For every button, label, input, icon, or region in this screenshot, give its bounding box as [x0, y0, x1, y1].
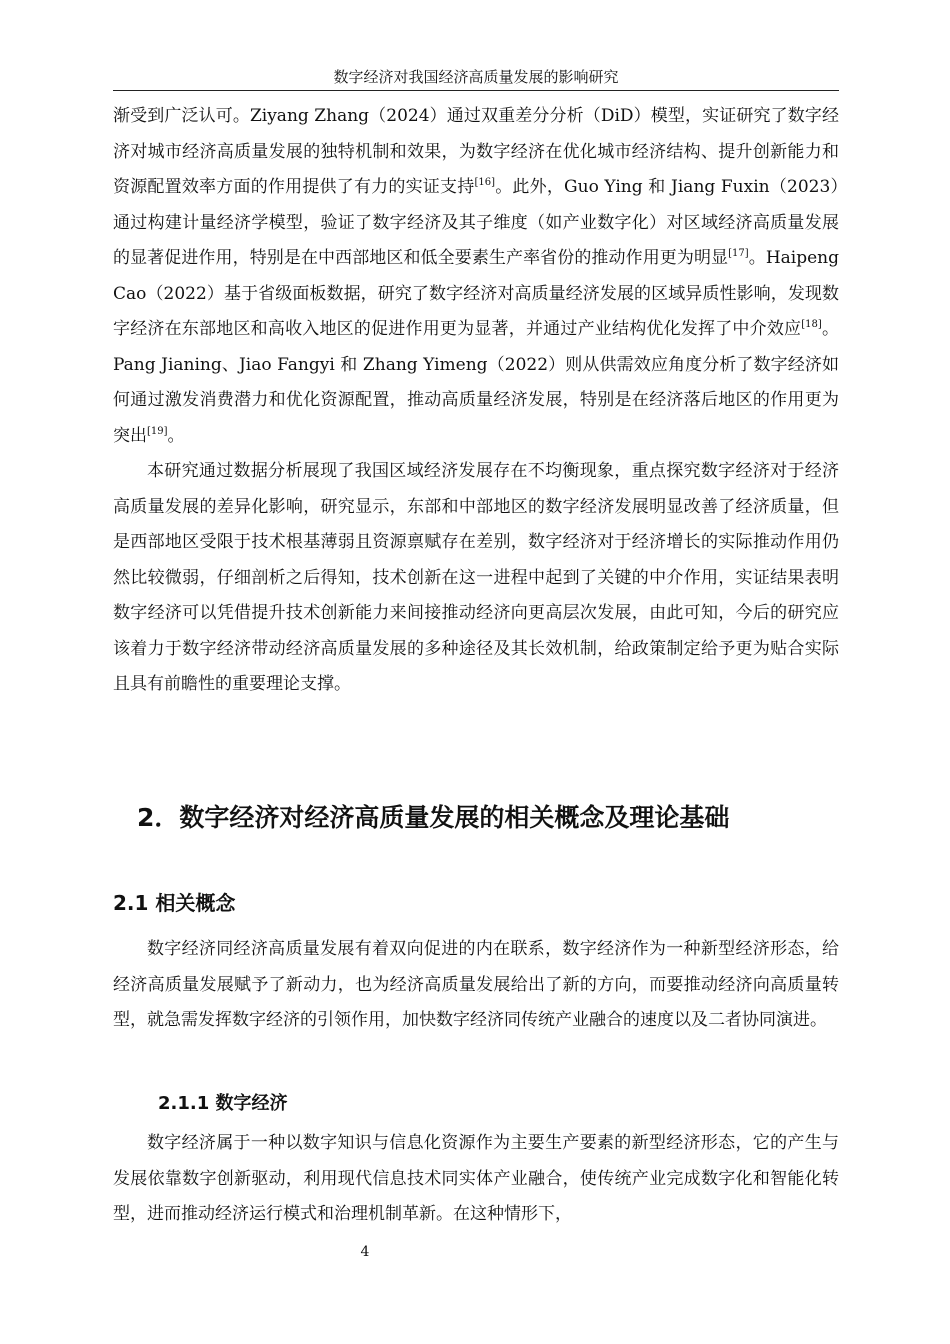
- paragraph-text: 。此外，Guo Ying 和 Jiang Fuxin（2023）通过构建计量经济学模型，验证了数字经济及其子维度（如产业数字化）对区域经济高质量发展的显著促进作用，特别是在中西部地区和低全要素生产率省份的推动作用更为明显: [113, 177, 840, 268]
- paragraph-text: 。: [167, 425, 185, 446]
- paragraph-research-summary: 本研究通过数据分析展现了我国区域经济发展存在不均衡现象，重点探究数字经济对于经济高质量发展的差异化影响，研究显示，东部和中部地区的数字经济发展明显改善了经济质量，但是西部地区受限于技术根基薄弱且资源禀赋存在差别，数字经济对于经济增长的实际推动作用仍然比较微弱，仔细剖析之后得知，技术创新在这一进程中起到了关键的中介作用，实证结果表明数字经济可以凭借提升技术创新能力来间接推动经济向更高层次发展，由此可知，今后的研究应该着力于数字经济带动经济高质量发展的多种途径及其长效机制，给政策制定给予更为贴合实际且具有前瞻性的重要理论支撑。: [113, 461, 839, 694]
- citation-19: [19]: [147, 425, 168, 437]
- section-heading-2: 2．数字经济对经济高质量发展的相关概念及理论基础: [137, 803, 730, 832]
- citation-16: [16]: [474, 177, 495, 188]
- paragraph-concepts: 数字经济同经济高质量发展有着双向促进的内在联系，数字经济作为一种新型经济形态，给经济高质量发展赋予了新动力，也为经济高质量发展给出了新的方向，而要推动经济向高质量转型，就急需发挥数字经济的引领作用，加快数字经济同传统产业融合的速度以及二者协同演进。: [113, 939, 839, 1030]
- paragraph-digital-economy: 数字经济属于一种以数字知识与信息化资源作为主要生产要素的新型经济形态，它的产生与发展依靠数字创新驱动，利用现代信息技术同实体产业融合，使传统产业完成数字化和智能化转型，进而推动经济运行模式和治理机制革新。在这种情形下，: [113, 1133, 839, 1224]
- running-header: [113, 64, 839, 91]
- citation-17: [17]: [728, 248, 749, 259]
- body-text-2-1: [113, 932, 839, 1039]
- paragraph-text: 渐受到广泛认可。Ziyang Zhang（2024）通过双重差分分析（DiD）模型，实证研究了数字经济对城市经济高质量发展的独特机制和效果，为数字经济在优化城市经济结构、提升创新能力和资源配置效率方面的作用提供了有力的实证支持: [113, 106, 839, 197]
- paragraph-literature-review: [113, 99, 839, 454]
- body-text-top: [113, 99, 839, 703]
- page-number: 4: [360, 1244, 370, 1260]
- citation-18: [18]: [801, 319, 822, 330]
- section-heading-2-1-1: 2.1.1 数字经济: [158, 1093, 288, 1114]
- paragraph-text: 。Haipeng Cao（2022）基于省级面板数据，研究了数字经济对高质量经济发展的区域异质性影响，发现数字经济在东部地区和高收入地区的促进作用更为显著，并通过产业结构优化发挥了中介效应: [113, 248, 840, 339]
- body-text-2-1-1: [113, 1126, 839, 1233]
- section-heading-2-1: 2.1 相关概念: [113, 891, 236, 915]
- paragraph-text: 。Pang Jianing、Jiao Fangyi 和 Zhang Yimeng（2022）则从供需效应角度分析了数字经济如何通过激发消费潜力和优化资源配置，推动高质量经济发展，特别是在经济落后地区的作用更为突出: [113, 319, 840, 446]
- running-header-title: 数字经济对我国经济高质量发展的影响研究: [333, 68, 619, 86]
